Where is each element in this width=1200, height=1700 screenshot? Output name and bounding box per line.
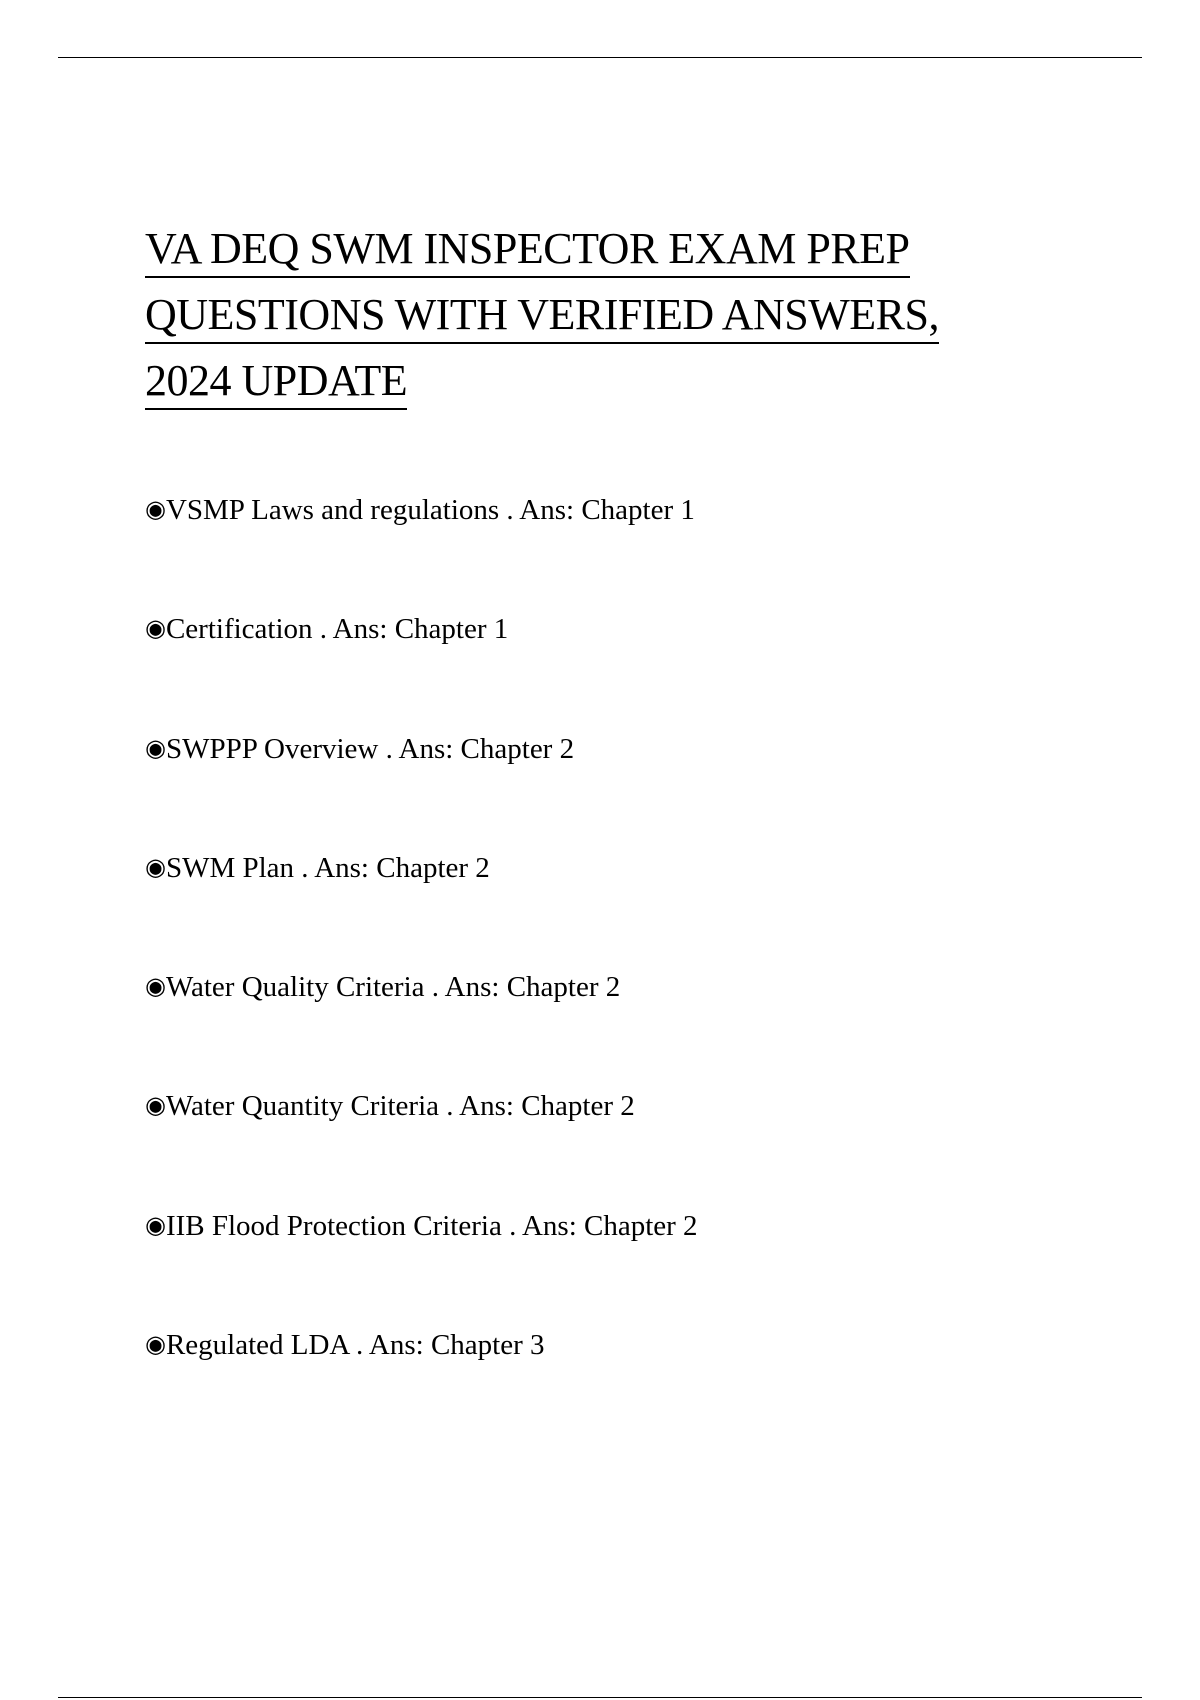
qa-text: Water Quality Criteria . Ans: Chapter 2 xyxy=(165,971,621,1004)
bullet-icon: ◉ xyxy=(145,852,166,881)
qa-text: SWM Plan . Ans: Chapter 2 xyxy=(165,851,490,884)
bullet-icon: ◉ xyxy=(145,972,166,1001)
bullet-icon: ◉ xyxy=(145,733,166,762)
document-title xyxy=(145,222,1095,420)
bullet-icon: ◉ xyxy=(145,1210,166,1239)
qa-text: Regulated LDA . Ans: Chapter 3 xyxy=(165,1329,545,1362)
qa-text: VSMP Laws and regulations . Ans: Chapter 1 xyxy=(165,494,695,526)
list-item xyxy=(145,731,698,850)
qa-text: IIB Flood Protection Criteria . Ans: Chapter 2 xyxy=(165,1209,698,1242)
list-item xyxy=(145,1208,698,1327)
list-item xyxy=(145,492,698,611)
list-item xyxy=(145,611,698,730)
title-line-2: QUESTIONS WITH VERIFIED ANSWERS, xyxy=(145,288,939,344)
qa-text: SWPPP Overview . Ans: Chapter 2 xyxy=(165,732,575,765)
list-item xyxy=(145,850,698,969)
list-item xyxy=(145,1327,698,1446)
bullet-icon: ◉ xyxy=(145,614,166,643)
bullet-icon: ◉ xyxy=(145,495,166,523)
qa-text: Certification . Ans: Chapter 1 xyxy=(165,613,509,646)
title-line-3: 2024 UPDATE xyxy=(145,354,407,410)
footer-rule xyxy=(58,1697,1142,1698)
list-item xyxy=(145,1088,698,1207)
qa-text: Water Quantity Criteria . Ans: Chapter 2 xyxy=(165,1090,635,1123)
header-rule xyxy=(58,57,1142,58)
list-item xyxy=(145,969,698,1088)
question-answer-list xyxy=(145,492,698,1446)
title-line-1: VA DEQ SWM INSPECTOR EXAM PREP xyxy=(145,222,910,278)
bullet-icon: ◉ xyxy=(145,1091,166,1120)
bullet-icon: ◉ xyxy=(145,1330,166,1359)
